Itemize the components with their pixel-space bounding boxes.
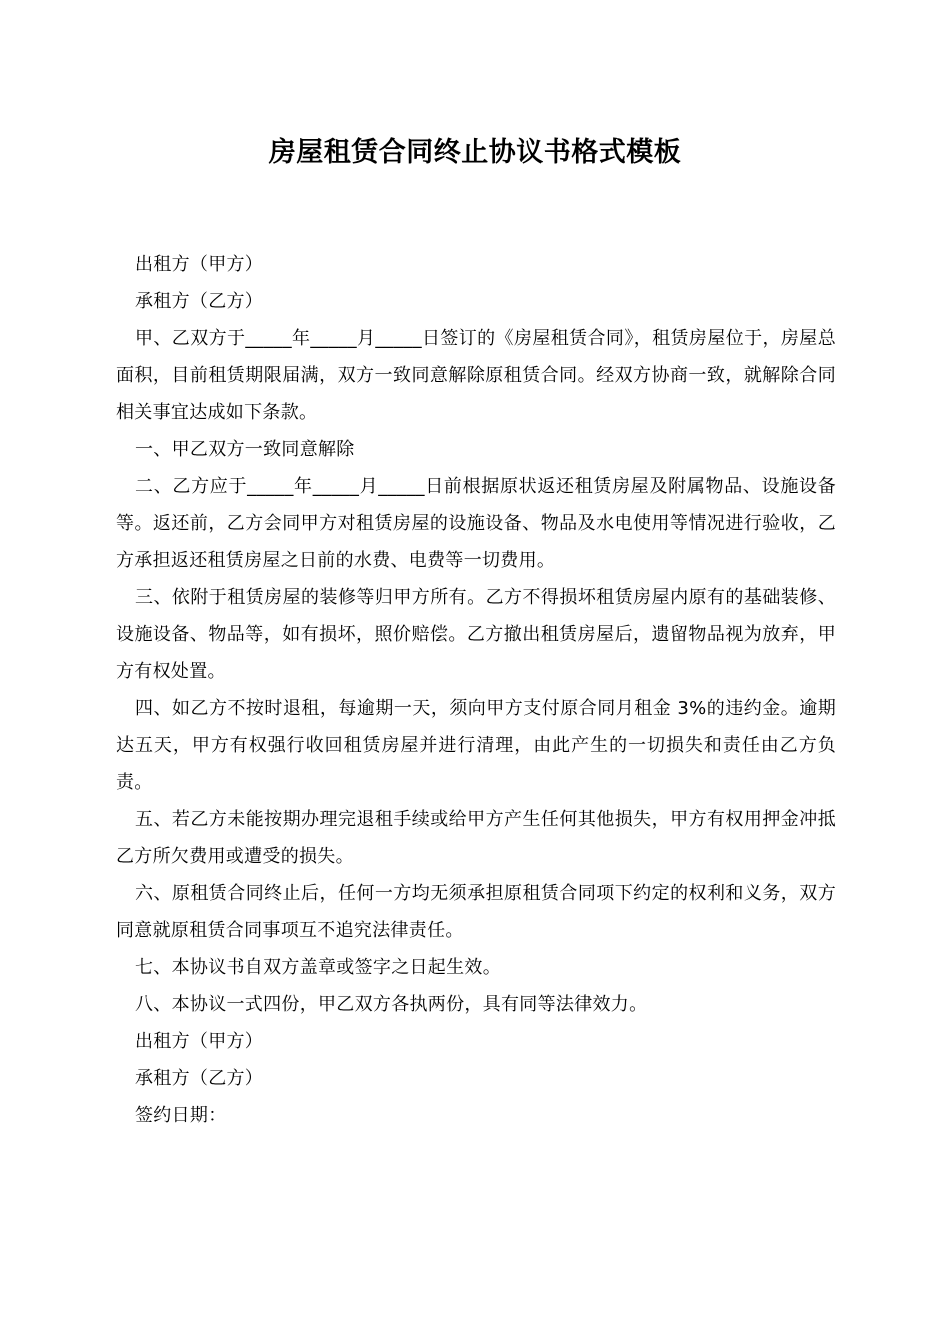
document-body — [116, 246, 836, 1134]
lessee-label: 承租方（乙方） — [135, 291, 264, 312]
signature-lessor: 出租方（甲方） — [135, 1031, 264, 1052]
intro-paragraph: 甲、乙双方于_____年_____月_____日签订的《房屋租赁合同》，租赁房屋位于，房屋总面积，目前租赁期限届满，双方一致同意解除原租赁合同。经双方协商一致，就解除合同相关事宜达成如下条款。 — [116, 328, 836, 423]
lessor-label: 出租方（甲方） — [135, 254, 264, 275]
clause-6: 六、原租赁合同终止后，任何一方均无须承担原租赁合同项下约定的权利和义务，双方同意就原租赁合同事项互不追究法律责任。 — [116, 883, 836, 941]
clause-2: 二、乙方应于_____年_____月_____日前根据原状返还租赁房屋及附属物品、设施设备等。返还前，乙方会同甲方对租赁房屋的设施设备、物品及水电使用等情况进行验收，乙方承担返还租赁房屋之日前的水费、电费等一切费用。 — [116, 476, 836, 571]
document-title: 房屋租赁合同终止协议书格式模板 — [268, 137, 682, 168]
clause-1: 一、甲乙双方一致同意解除 — [135, 439, 355, 460]
clause-4: 四、如乙方不按时退租，每逾期一天，须向甲方支付原合同月租金 3%的违约金。逾期达五天，甲方有权强行收回租赁房屋并进行清理，由此产生的一切损失和责任由乙方负责。 — [116, 698, 836, 793]
clause-5: 五、若乙方未能按期办理完退租手续或给甲方产生任何其他损失，甲方有权用押金冲抵乙方所欠费用或遭受的损失。 — [116, 809, 836, 867]
clause-3: 三、依附于租赁房屋的装修等归甲方所有。乙方不得损坏租赁房屋内原有的基础装修、设施设备、物品等，如有损坏，照价赔偿。乙方撤出租赁房屋后，遗留物品视为放弃，甲方有权处置。 — [116, 587, 836, 682]
clause-7: 七、本协议书自双方盖章或签字之日起生效。 — [135, 957, 501, 978]
clause-8: 八、本协议一式四份，甲乙双方各执两份，具有同等法律效力。 — [135, 994, 648, 1015]
signature-lessee: 承租方（乙方） — [135, 1068, 264, 1089]
signing-date: 签约日期： — [135, 1105, 227, 1126]
